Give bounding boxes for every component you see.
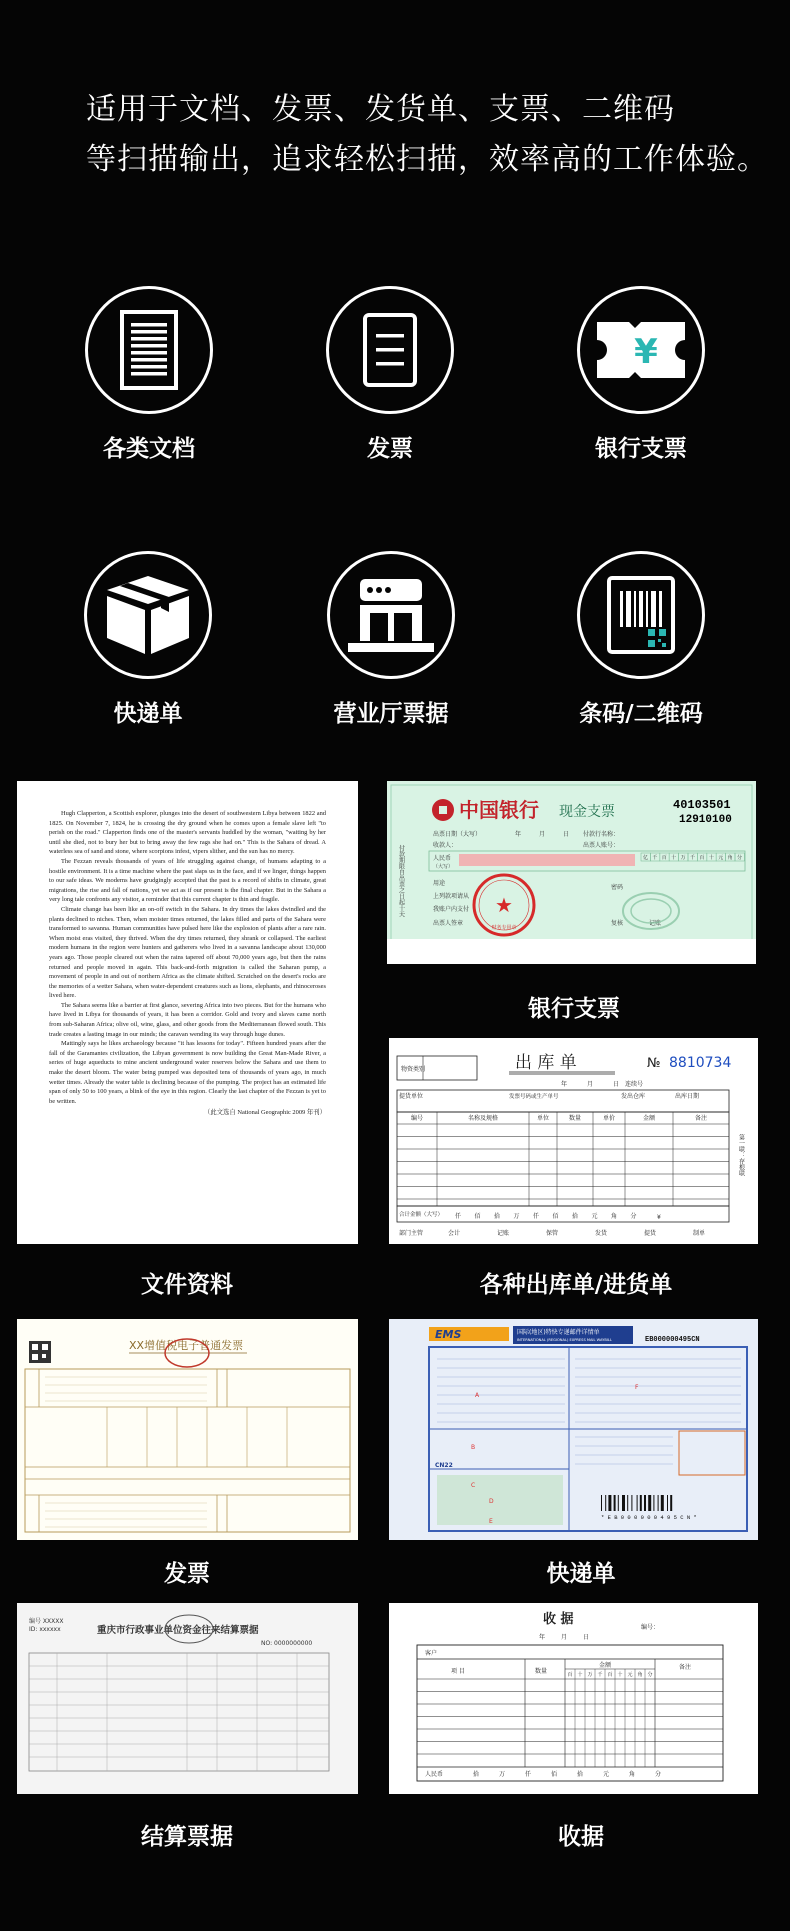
receipt-grid (417, 1659, 723, 1767)
receipt-rmb-label: 人民币 (425, 1771, 444, 1778)
receipt-bottom-unit: 角 (629, 1771, 636, 1778)
warehouse-total-unit: 分 (630, 1213, 637, 1220)
receipt-qty-label: 数量 (535, 1668, 548, 1675)
receipt-unit-label: 百 (567, 1672, 573, 1678)
invoice-column-lines (45, 1377, 287, 1527)
category-express (48, 551, 248, 728)
check-digit-label: 角 (727, 855, 733, 861)
settlement-title: 重庆市行政事业单位资金往来结算票据 (97, 1626, 259, 1636)
intro-line-1: 适用于文档、发票、发货单、支票、二维码 (86, 92, 675, 127)
caption-express: 快递单 (546, 1561, 616, 1587)
document-paragraph: The Fezzan reveals thousands of years of life struggling against change, of humans adapting to a hostile environment. It is a time machine where the past slaps us in the face, and if we linger, things happen to our safe ideas. We moderns have grudgingly accepted that the past is a record of shifts in climate, great migrations, the rise and fall of nations, yet we act as if our present is the final chapter. But in the Sahara a very long tale confronts any visitor, a reminder that this current chapter is thin and fragile. (49, 857, 326, 904)
check-day: 日 (563, 831, 570, 838)
receipt-amount-label: 金额 (599, 1662, 612, 1669)
warehouse-signature-label: 发货 (595, 1230, 608, 1237)
check-book-label: 记账 (649, 920, 662, 927)
barcode-qrcode-icon (577, 551, 705, 679)
receipt-unit-label: 分 (647, 1672, 653, 1678)
warehouse-slip-sample (389, 1038, 758, 1244)
document-paragraph: The Sahara seems like a barrier at first glance, severing Africa into two pieces. But for the humans who have lived in Libya for thousands of years, it has been a corridor. Gold and ivory and slaves came north from sub-Saharan Africa; olive oil, wine, glass, and other goods from the Mediterranean flowed south. This trade creates a lasting image in our minds; the caravan wending its way through huge dunes. (49, 1001, 326, 1038)
check-bank-label: 付款行名称： (583, 831, 620, 838)
warehouse-total-unit: 拾 (494, 1213, 501, 1220)
document-text (17, 781, 358, 1128)
warehouse-month: 月 (587, 1081, 594, 1088)
check-title: 现金支票 (559, 804, 615, 820)
express-title-cn: 国际(地区)特快专递邮件详情单 (517, 1329, 600, 1336)
category-label: 营业厅票据 (333, 701, 449, 727)
express-title-en: INTERNATIONAL (REGIONAL) EXPRESS MAIL WAYBILL (517, 1338, 612, 1342)
warehouse-column-header: 编号 (410, 1115, 424, 1122)
check-year: 年 (515, 831, 522, 838)
receipt-bottom-unit: 分 (655, 1771, 662, 1778)
check-payee-label: 收款人： (433, 842, 458, 849)
check-digit-label: 十 (708, 855, 714, 861)
warehouse-column-header: 金额 (642, 1115, 656, 1122)
warehouse-signatures (399, 1229, 705, 1237)
settlement-id: ID: xxxxxx (29, 1626, 61, 1633)
receipt-unit-label: 万 (587, 1672, 593, 1678)
settlement-sample (17, 1603, 358, 1794)
intro-line-2: 等扫描输出，追求轻松扫描，效率高的工作体验。 (86, 142, 768, 177)
receipt-unit-label: 角 (637, 1672, 643, 1678)
warehouse-signature-label: 保管 (546, 1230, 559, 1237)
express-form-code: CN22 (435, 1462, 453, 1469)
category-label: 快递单 (113, 701, 183, 727)
express-section-c: C (471, 1482, 476, 1489)
receipt-bottom-unit: 拾 (577, 1771, 584, 1778)
receipt-bottom-unit: 万 (499, 1771, 506, 1778)
document-paragraph: Climate change has been like an on-off switch in the Sahara. In dry times the lakes dwindled and the plants declined to niches. Then, when moister times returned, the lakes filled and parts of the Sahara were transformed to savanna. Human communities have pulsed here like the explosion of plants after a rare rain. When moist eras visited, they thrived. When the dry times returned, they shrank or collapsed. The earliest modern humans in the region were hunters and gatherers who lived in a savanna landscape about 130,000 years ago. Those people cleared out when the rains tapered off about 70,000 years ago, but then the rains returned and people moved in again. This back-and-forth migration is called the Saharan pump, a movement of people in and out of northern Africa as the climate shifted. Scratched on the desert's rocks are the memories of a wetter Sahara, when water-dependent creatures such as lions, elephants, and rhinoceroses lived here. (49, 905, 326, 1000)
check-password-label: 密码 (611, 884, 624, 891)
express-barcode-text: * E B 0 0 0 0 0 0 4 9 5 C N * (601, 1514, 697, 1521)
warehouse-total-label: 合计金额（大写） (399, 1212, 444, 1218)
express-section-b: B (471, 1444, 476, 1451)
caption-document: 文件资料 (141, 1272, 233, 1298)
receipt-number-label: 编号： (641, 1624, 660, 1631)
svg-text:★: ★ (495, 893, 513, 917)
express-section-a: A (475, 1392, 480, 1399)
category-invoice (290, 286, 490, 463)
check-serial-top: 40103501 (673, 798, 731, 812)
check-digit-label: 十 (671, 855, 677, 861)
receipt-unit-label: 十 (617, 1672, 623, 1678)
document-sample (17, 781, 358, 1244)
category-documents (49, 286, 249, 463)
invoice-icon (326, 286, 454, 414)
check-digit-label: 百 (661, 855, 667, 861)
check-drawer-label: 出票人签章 (433, 920, 464, 927)
receipt-bottom-units (473, 1770, 661, 1778)
receipt-year: 年 (539, 1634, 546, 1641)
receipt-unit-label: 十 (577, 1672, 583, 1678)
document-icon (85, 286, 213, 414)
receipt-bottom-unit: 元 (603, 1771, 610, 1778)
caption-settlement: 结算票据 (141, 1824, 233, 1850)
bank-check-sample (387, 781, 756, 964)
caption-warehouse: 各种出库单/进货单 (479, 1272, 673, 1298)
warehouse-signature-label: 部门主管 (399, 1230, 424, 1237)
warehouse-number: 8810734 (669, 1055, 732, 1071)
warehouse-total-unit: 仟 (455, 1213, 462, 1220)
invoice-sample (17, 1319, 358, 1540)
package-icon (84, 551, 212, 679)
caption-receipt: 收据 (558, 1824, 604, 1850)
check-serial-bottom: 12910100 (679, 814, 732, 826)
service-hall-icon (327, 551, 455, 679)
warehouse-total-unit: 元 (591, 1213, 598, 1220)
caption-invoice: 发票 (164, 1561, 210, 1587)
check-bank-name: 中国银行 (459, 800, 539, 822)
receipt-unit-label: 元 (627, 1672, 633, 1678)
warehouse-doc-label: 发票号码或生产单号 (509, 1094, 559, 1100)
check-date-label: 出票日期（大写） (433, 831, 482, 838)
receipt-bottom-unit: 佰 (551, 1771, 558, 1778)
category-service-hall (291, 551, 491, 728)
check-note-1: 上列款项请从 (433, 893, 470, 900)
express-section-e: E (489, 1518, 493, 1525)
express-section-f: F (635, 1384, 639, 1391)
warehouse-total-unit: 佰 (474, 1213, 481, 1220)
receipt-item-label: 项 目 (451, 1668, 465, 1675)
warehouse-signature-label: 制单 (693, 1230, 706, 1237)
check-digit-label: 分 (737, 855, 743, 861)
check-side-text: 付款期限自出票之日起十天 (397, 845, 405, 917)
check-month: 月 (539, 831, 546, 838)
category-label: 银行支票 (595, 436, 687, 462)
warehouse-side-text: 第一联：存根联 (737, 1134, 745, 1176)
warehouse-table (397, 1112, 729, 1222)
check-digit-label: 万 (680, 855, 686, 861)
check-digit-label: 千 (652, 855, 658, 861)
document-paragraph: Mattingly says he likes archaeology because "it has lessons for today". Fifteen hundred years after the fall of the Garamantes civilization, the Libyan government is now building the Great Man-Made River, a series of huge aqueducts to mine ancient underground water reserves below the Sahara and use them to make the desert bloom. The water being pumped was deposited tens of thousands of years ago, in much wetter times. Already the water table is declining because of the pumping. The project has an estimated life span of only 50 to 100 years, a blink of the eye in this region. Clearly the last chapter of the Fezzan is yet to be written. (49, 1040, 326, 1105)
check-digit-label: 百 (699, 855, 705, 861)
warehouse-column-header: 单位 (536, 1115, 550, 1122)
check-review-label: 复核 (611, 920, 624, 927)
receipt-sample (389, 1603, 758, 1794)
receipt-bottom-unit: 拾 (473, 1771, 480, 1778)
warehouse-yen: ¥ (657, 1214, 661, 1221)
warehouse-column-header: 备注 (694, 1115, 708, 1122)
warehouse-title: 出 库 单 (515, 1053, 577, 1073)
receipt-day: 日 (583, 1634, 590, 1641)
warehouse-total-units (455, 1212, 637, 1220)
warehouse-signature-label: 会计 (448, 1230, 461, 1237)
intro-text (86, 85, 768, 185)
warehouse-column-header: 单价 (602, 1115, 616, 1122)
receipt-unit-label: 千 (597, 1672, 603, 1678)
warehouse-total-unit: 角 (611, 1213, 618, 1220)
check-seal-text: 财务专用章 (491, 925, 517, 931)
check-amount-sub: （大写） (433, 864, 454, 870)
warehouse-category-label: 物资类别 (401, 1066, 426, 1073)
warehouse-warehouse-label: 发出仓库 (621, 1093, 646, 1100)
express-waybill-sample (389, 1319, 758, 1540)
warehouse-date-label: 出库日期 (675, 1093, 700, 1100)
receipt-title: 收 据 (543, 1612, 574, 1627)
receipt-note-label: 备注 (679, 1664, 692, 1671)
invoice-title: XX增值税电子普通发票 (129, 1339, 244, 1352)
document-paragraph: Hugh Clapperton, a Scottish explorer, plunges into the desert of southwestern Libya between 1822 and 1825. On November 7, 1824, he is crossing the dry ground when he comes upon a female slave left "to perish on the road." Clapperton finds one of the master's servants huddled by the woman, "waiting by her until she died, not to bury her but to bring away the few rags she had on." This is the Sahara of dread. A waterless sea of sand and stone, where scorpions infest, vipers slither, and the sun has no mercy. (49, 810, 326, 856)
warehouse-signature-label: 提货 (644, 1230, 657, 1237)
category-barcode (541, 551, 741, 728)
warehouse-column-header: 名称及规格 (467, 1115, 499, 1122)
warehouse-seq-label: 连续号 (625, 1081, 644, 1088)
caption-check: 银行支票 (528, 996, 620, 1022)
check-note-2: 我账户内支付 (433, 906, 470, 913)
warehouse-year: 年 (561, 1081, 568, 1088)
express-waybill-no: EB000000495CN (645, 1336, 700, 1344)
warehouse-signature-label: 记账 (497, 1230, 510, 1237)
svg-text:¥: ¥ (634, 332, 658, 372)
warehouse-total-unit: 佰 (552, 1213, 559, 1220)
document-citation: （此文选自 National Geographic 2009 年刊） (203, 1109, 326, 1117)
receipt-month: 月 (561, 1634, 568, 1641)
warehouse-total-unit: 万 (513, 1213, 520, 1220)
warehouse-total-unit: 拾 (572, 1213, 579, 1220)
category-label: 发票 (367, 436, 413, 462)
warehouse-total-unit: 仟 (533, 1213, 540, 1220)
check-digit-label: 千 (690, 855, 696, 861)
category-bank-check (541, 286, 741, 463)
receipt-customer-label: 客户 (425, 1650, 438, 1657)
bank-check-icon (577, 286, 705, 414)
check-account-label: 出票人账号： (583, 842, 620, 849)
express-logo: EMS (435, 1328, 462, 1341)
settlement-number: NO: 0000000000 (261, 1640, 313, 1647)
check-digit-cells (641, 853, 744, 861)
express-section-d: D (489, 1498, 494, 1505)
check-purpose-label: 用途 (433, 880, 446, 887)
category-label: 条码/二维码 (579, 701, 703, 727)
settlement-code: 编号 XXXXX (29, 1618, 64, 1625)
receipt-unit-label: 百 (607, 1672, 613, 1678)
warehouse-day: 日 (613, 1081, 620, 1088)
check-digit-label: 元 (718, 855, 724, 861)
receipt-bottom-unit: 仟 (525, 1771, 532, 1778)
warehouse-number-prefix: № (647, 1056, 661, 1071)
warehouse-dept-label: 提货单位 (399, 1093, 424, 1100)
category-label: 各类文档 (103, 436, 195, 462)
check-amount-label: 人民币 (433, 855, 452, 862)
warehouse-column-header: 数量 (568, 1115, 582, 1122)
check-digit-label: 亿 (643, 855, 649, 861)
